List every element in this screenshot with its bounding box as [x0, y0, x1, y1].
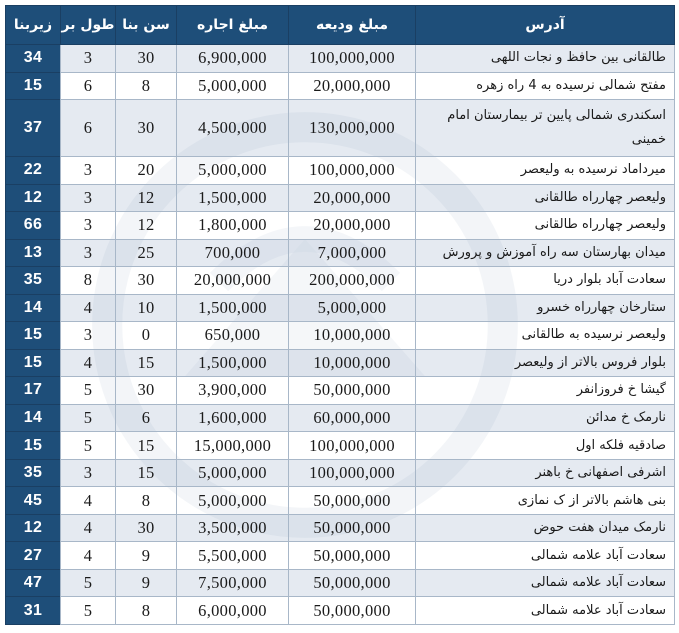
cell-floor-area: 47 — [6, 569, 61, 597]
cell-frontage-length: 3 — [61, 459, 116, 487]
table-row — [6, 157, 675, 185]
cell-rent: 6,000,000 — [177, 597, 289, 625]
cell-building-age: 8 — [116, 597, 177, 625]
cell-floor-area: 15 — [6, 72, 61, 100]
cell-building-age: 6 — [116, 404, 177, 432]
cell-frontage-length: 5 — [61, 377, 116, 405]
cell-floor-area: 35 — [6, 459, 61, 487]
cell-rent: 1,600,000 — [177, 404, 289, 432]
cell-rent: 15,000,000 — [177, 432, 289, 460]
cell-frontage-length: 3 — [61, 212, 116, 240]
cell-deposit: 130,000,000 — [289, 100, 416, 157]
cell-building-age: 15 — [116, 349, 177, 377]
cell-frontage-length: 3 — [61, 239, 116, 267]
cell-frontage-length: 5 — [61, 597, 116, 625]
cell-rent: 4,500,000 — [177, 100, 289, 157]
cell-frontage-length: 6 — [61, 72, 116, 100]
cell-deposit: 50,000,000 — [289, 542, 416, 570]
cell-address: سعادت آباد علامه شمالی — [416, 597, 675, 625]
table-row — [6, 569, 675, 597]
cell-deposit: 5,000,000 — [289, 294, 416, 322]
header-frontage-length: طول بر — [61, 6, 116, 45]
table-row — [6, 267, 675, 295]
cell-address: نارمک میدان هفت حوض — [416, 514, 675, 542]
cell-building-age: 9 — [116, 542, 177, 570]
cell-floor-area: 66 — [6, 212, 61, 240]
table-row — [6, 349, 675, 377]
cell-address: مفتح شمالی نرسیده به 4 راه زهره — [416, 72, 675, 100]
cell-address: ولیعصر چهارراه طالقانی — [416, 212, 675, 240]
cell-frontage-length: 3 — [61, 157, 116, 185]
cell-deposit: 10,000,000 — [289, 322, 416, 350]
cell-rent: 7,500,000 — [177, 569, 289, 597]
cell-frontage-length: 4 — [61, 349, 116, 377]
table-row — [6, 212, 675, 240]
cell-floor-area: 17 — [6, 377, 61, 405]
cell-building-age: 30 — [116, 45, 177, 73]
cell-floor-area: 12 — [6, 514, 61, 542]
cell-rent: 1,800,000 — [177, 212, 289, 240]
cell-floor-area: 15 — [6, 322, 61, 350]
table-row — [6, 404, 675, 432]
cell-deposit: 20,000,000 — [289, 72, 416, 100]
cell-rent: 1,500,000 — [177, 349, 289, 377]
cell-rent: 5,000,000 — [177, 72, 289, 100]
cell-building-age: 12 — [116, 184, 177, 212]
header-address: آدرس — [416, 6, 675, 45]
cell-rent: 5,000,000 — [177, 157, 289, 185]
cell-deposit: 100,000,000 — [289, 432, 416, 460]
cell-rent: 700,000 — [177, 239, 289, 267]
cell-building-age: 12 — [116, 212, 177, 240]
cell-address: بلوار فروس بالاتر از ولیعصر — [416, 349, 675, 377]
cell-rent: 20,000,000 — [177, 267, 289, 295]
cell-building-age: 30 — [116, 514, 177, 542]
cell-frontage-length: 5 — [61, 432, 116, 460]
cell-deposit: 60,000,000 — [289, 404, 416, 432]
cell-floor-area: 27 — [6, 542, 61, 570]
cell-rent: 1,500,000 — [177, 184, 289, 212]
cell-address: سعادت آباد بلوار دریا — [416, 267, 675, 295]
cell-building-age: 30 — [116, 377, 177, 405]
cell-deposit: 100,000,000 — [289, 45, 416, 73]
header-rent: مبلغ اجاره — [177, 6, 289, 45]
cell-frontage-length: 5 — [61, 404, 116, 432]
cell-building-age: 0 — [116, 322, 177, 350]
cell-floor-area: 14 — [6, 404, 61, 432]
table-row — [6, 459, 675, 487]
cell-frontage-length: 4 — [61, 487, 116, 515]
cell-address: ستارخان چهارراه خسرو — [416, 294, 675, 322]
cell-building-age: 8 — [116, 487, 177, 515]
cell-rent: 5,000,000 — [177, 459, 289, 487]
cell-rent: 5,000,000 — [177, 487, 289, 515]
cell-address: صادقیه فلکه اول — [416, 432, 675, 460]
cell-address: ولیعصر نرسیده به طالقانی — [416, 322, 675, 350]
table-row — [6, 184, 675, 212]
cell-rent: 1,500,000 — [177, 294, 289, 322]
cell-floor-area: 15 — [6, 432, 61, 460]
cell-floor-area: 35 — [6, 267, 61, 295]
cell-building-age: 8 — [116, 72, 177, 100]
cell-address: ولیعصر چهارراه طالقانی — [416, 184, 675, 212]
cell-building-age: 10 — [116, 294, 177, 322]
cell-rent: 3,900,000 — [177, 377, 289, 405]
cell-deposit: 100,000,000 — [289, 157, 416, 185]
table-body — [6, 45, 675, 625]
cell-building-age: 15 — [116, 459, 177, 487]
cell-frontage-length: 3 — [61, 322, 116, 350]
header-floor-area: زیربنا — [6, 6, 61, 45]
cell-deposit: 20,000,000 — [289, 212, 416, 240]
cell-building-age: 20 — [116, 157, 177, 185]
table-row — [6, 432, 675, 460]
cell-address: میدان بهارستان سه راه آموزش و پرورش — [416, 239, 675, 267]
cell-frontage-length: 5 — [61, 569, 116, 597]
cell-building-age: 30 — [116, 100, 177, 157]
header-deposit: مبلغ ودیعه — [289, 6, 416, 45]
cell-floor-area: 34 — [6, 45, 61, 73]
table-row — [6, 100, 675, 157]
cell-address: اسکندری شمالی پایین تر بیمارستان امام خمینی — [416, 100, 675, 157]
cell-deposit: 7,000,000 — [289, 239, 416, 267]
cell-floor-area: 22 — [6, 157, 61, 185]
table-row — [6, 514, 675, 542]
table-row — [6, 45, 675, 73]
cell-deposit: 100,000,000 — [289, 459, 416, 487]
cell-rent: 6,900,000 — [177, 45, 289, 73]
cell-deposit: 50,000,000 — [289, 597, 416, 625]
cell-address: بنی هاشم بالاتر از ک نمازی — [416, 487, 675, 515]
cell-address: اشرفی اصفهانی خ باهنر — [416, 459, 675, 487]
header-building-age: سن بنا — [116, 6, 177, 45]
cell-frontage-length: 8 — [61, 267, 116, 295]
cell-floor-area: 45 — [6, 487, 61, 515]
table-row — [6, 542, 675, 570]
cell-frontage-length: 4 — [61, 294, 116, 322]
cell-address: سعادت آباد علامه شمالی — [416, 569, 675, 597]
cell-frontage-length: 3 — [61, 184, 116, 212]
cell-building-age: 25 — [116, 239, 177, 267]
table-row — [6, 72, 675, 100]
table-header-row — [6, 6, 675, 45]
table-row — [6, 487, 675, 515]
cell-frontage-length: 6 — [61, 100, 116, 157]
cell-floor-area: 15 — [6, 349, 61, 377]
cell-address: طالقانی بین حافظ و نجات اللهی — [416, 45, 675, 73]
table-row — [6, 597, 675, 625]
table-row — [6, 294, 675, 322]
rental-listings-table — [5, 5, 675, 625]
cell-rent: 650,000 — [177, 322, 289, 350]
cell-address: نارمک خ مدائن — [416, 404, 675, 432]
cell-deposit: 200,000,000 — [289, 267, 416, 295]
cell-building-age: 30 — [116, 267, 177, 295]
cell-rent: 5,500,000 — [177, 542, 289, 570]
cell-building-age: 9 — [116, 569, 177, 597]
cell-floor-area: 37 — [6, 100, 61, 157]
cell-deposit: 50,000,000 — [289, 514, 416, 542]
table-row — [6, 322, 675, 350]
table-row — [6, 239, 675, 267]
cell-floor-area: 13 — [6, 239, 61, 267]
cell-floor-area: 12 — [6, 184, 61, 212]
cell-building-age: 15 — [116, 432, 177, 460]
cell-floor-area: 14 — [6, 294, 61, 322]
cell-deposit: 50,000,000 — [289, 487, 416, 515]
cell-deposit: 50,000,000 — [289, 569, 416, 597]
cell-floor-area: 31 — [6, 597, 61, 625]
cell-address: سعادت آباد علامه شمالی — [416, 542, 675, 570]
cell-deposit: 10,000,000 — [289, 349, 416, 377]
cell-rent: 3,500,000 — [177, 514, 289, 542]
cell-deposit: 50,000,000 — [289, 377, 416, 405]
cell-deposit: 20,000,000 — [289, 184, 416, 212]
cell-address: گیشا خ فروزانفر — [416, 377, 675, 405]
cell-address: میرداماد نرسیده به ولیعصر — [416, 157, 675, 185]
cell-frontage-length: 4 — [61, 542, 116, 570]
cell-frontage-length: 3 — [61, 45, 116, 73]
table-row — [6, 377, 675, 405]
cell-frontage-length: 4 — [61, 514, 116, 542]
